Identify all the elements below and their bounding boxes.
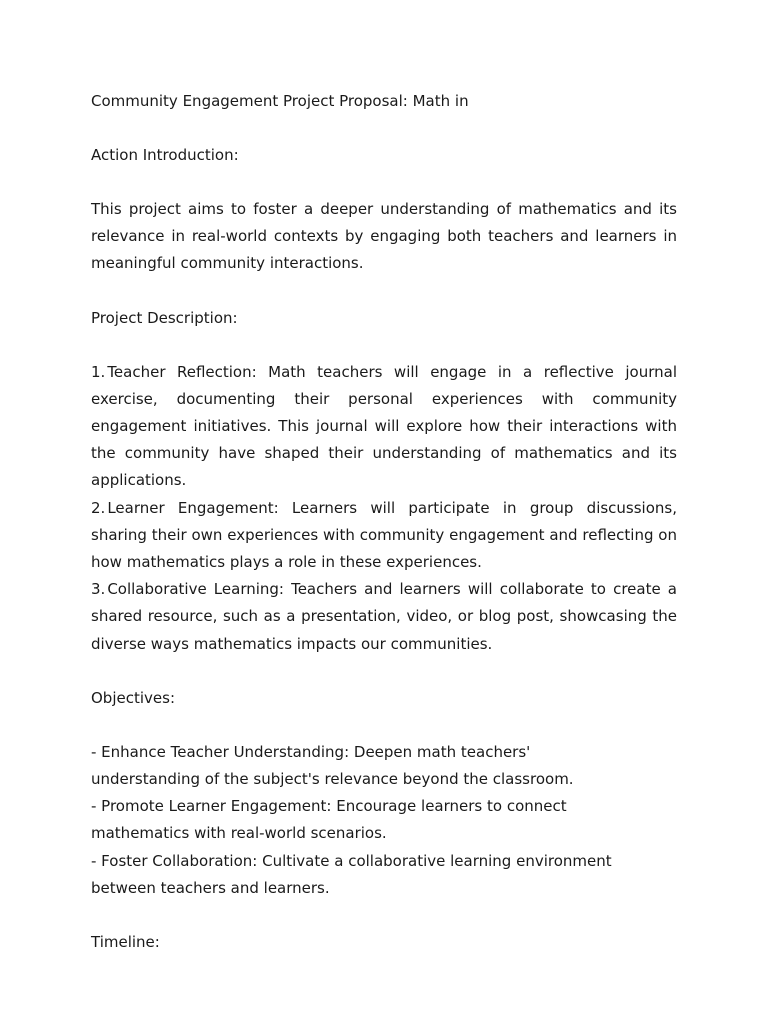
document-body	[91, 88, 677, 956]
item-number: 1.	[91, 362, 106, 381]
item-number: 2.	[91, 498, 106, 517]
item-text: Teacher Reflection: Math teachers will engage in a reflective journal exercise, documenting their personal experiences with community engagement initiatives. This journal will explore how their interactions with the community have shaped their understanding of mathematics and its applications.	[91, 362, 677, 490]
intro-paragraph: This project aims to foster a deeper understanding of mathematics and its relevance in real-world contexts by engaging both teachers and learners in meaningful community interactions.	[91, 200, 677, 273]
section-heading-description: Project Description:	[91, 308, 238, 327]
section-heading-objectives: Objectives:	[91, 688, 175, 707]
description-item	[91, 359, 677, 495]
item-text: Learner Engagement: Learners will participate in group discussions, sharing their own experiences with community engagement and reflecting on how mathematics plays a role in these experiences.	[91, 498, 677, 572]
objective-item: - Enhance Teacher Understanding: Deepen math teachers' understanding of the subject's relevance beyond the classroom.	[91, 742, 574, 789]
objective-item: - Promote Learner Engagement: Encourage learners to connect mathematics with real-world scenarios.	[91, 797, 567, 843]
objectives-list	[91, 739, 677, 902]
item-text: Collaborative Learning: Teachers and learners will collaborate to create a shared resource, such as a presentation, video, or blog post, showcasing the diverse ways mathematics impacts our communities.	[91, 580, 677, 653]
description-item	[91, 495, 677, 577]
section-heading-introduction: Action Introduction:	[91, 146, 239, 164]
document-title: Community Engagement Project Proposal: Math in	[91, 92, 469, 110]
item-number: 3.	[91, 580, 106, 599]
section-heading-timeline: Timeline:	[91, 933, 160, 952]
description-item	[91, 576, 677, 658]
objective-item: - Foster Collaboration: Cultivate a collaborative learning environment between teachers and learners.	[91, 851, 612, 897]
description-list	[91, 359, 677, 658]
